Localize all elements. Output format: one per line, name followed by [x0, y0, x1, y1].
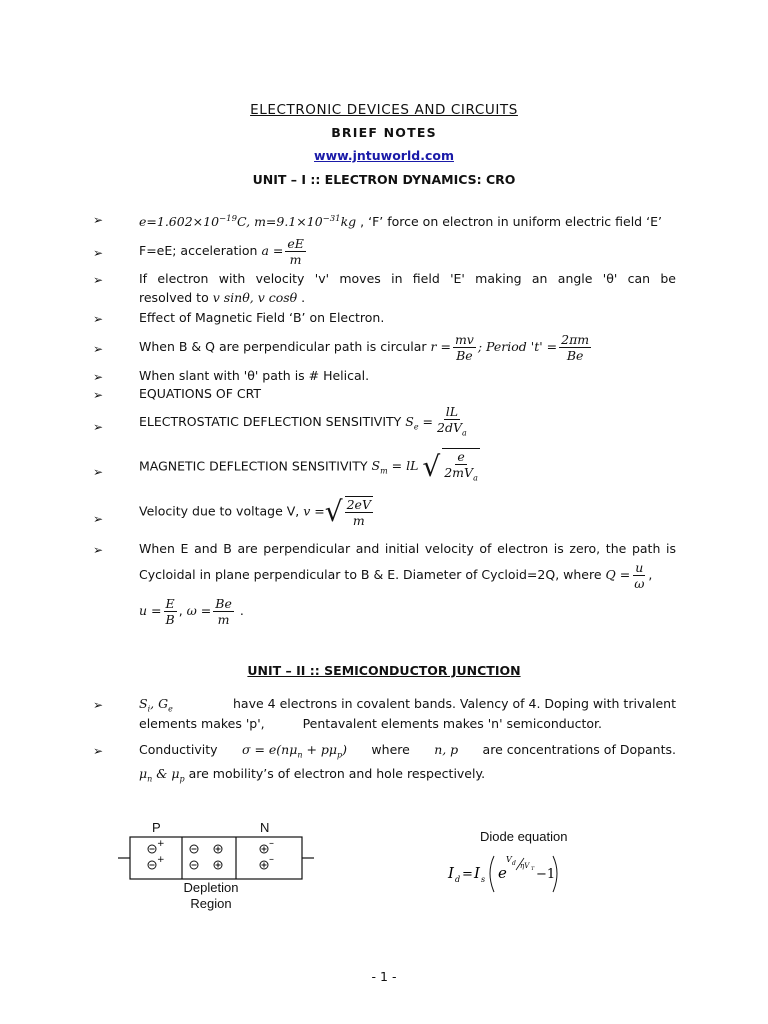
item-text: When B & Q are perpendicular path is circular	[139, 339, 427, 354]
bullet-arrow: ➢	[93, 465, 104, 479]
si-ge-symbols: $S_i$, $G_e$	[139, 696, 173, 714]
electrostatic-sensitivity-formula: $\frac{lL}{2dV_a}$	[437, 404, 467, 438]
item-text: Cycloidal in plane perpendicular to B & E. Diameter of Cycloid=2Q, where	[139, 567, 602, 582]
list-item: When E and B are perpendicular and initial velocity of electron is zero, the path is	[139, 541, 676, 556]
omega-formula: $\frac{Be}{m}$	[215, 596, 232, 627]
electron-constants-formula: e	[139, 214, 147, 230]
unit1-heading: UNIT – I :: ELECTRON DYNAMICS: CRO	[252, 172, 516, 187]
item-text: , ‘F’ force on electron in uniform electric field ‘E’	[360, 214, 662, 230]
period-formula: $\frac{2\pi m}{Be}$	[561, 332, 590, 363]
velocity-formula: $\frac{2eV}{m}$	[346, 497, 371, 528]
acceleration-formula: $\frac{eE}{m}$	[287, 236, 304, 267]
list-item-continuation	[139, 716, 676, 732]
item-text: Velocity due to voltage V,	[139, 503, 300, 519]
bullet-arrow: ➢	[93, 213, 104, 227]
document-subtitle: BRIEF NOTES	[331, 125, 437, 140]
list-item: ELECTROSTATIC DEFLECTION SENSITIVITY $S_e$ = $\frac{lL}{2dV_a}$	[139, 404, 676, 441]
svg-text:I: I	[448, 864, 454, 882]
svg-text:d: d	[512, 860, 516, 867]
list-item-continuation	[139, 766, 676, 788]
item-text: where	[371, 742, 410, 757]
svg-text:−1: −1	[536, 867, 556, 882]
list-item: Velocity due to voltage V, v =√ $\frac{2eV}{m}$	[139, 495, 371, 528]
bullet-arrow: ➢	[93, 744, 104, 758]
diode-equation-formula	[440, 848, 590, 898]
list-item-continuation: Cycloidal in plane perpendicular to B & E. Diameter of Cycloid=2Q, where Q = $\frac{u}{\omega}$ ,	[139, 560, 653, 591]
list-item: When slant with 'θ' path is # Helical.	[139, 368, 370, 383]
svg-text:s: s	[481, 875, 486, 884]
list-item: MAGNETIC DEFLECTION SENSITIVITY $S_m$ = lL √ $\frac{e}{2mV_a}$	[139, 448, 676, 486]
resolved-components-formula: v sinθ, v cosθ	[212, 290, 298, 305]
list-item-continuation: resolved to v sinθ, v cosθ .	[139, 290, 306, 305]
bullet-arrow: ➢	[93, 698, 104, 712]
bullet-arrow: ➢	[93, 388, 104, 402]
svg-text:d: d	[455, 875, 461, 884]
bullet-arrow: ➢	[93, 370, 104, 384]
item-text: have 4 electrons in covalent bands. Valency of 4. Doping with trivalent	[233, 696, 676, 711]
mobility-symbols: $\mu_n$ & $\mu_p$	[139, 766, 185, 784]
bullet-arrow: ➢	[93, 420, 104, 434]
item-text: Pentavalent elements makes 'n' semiconductor.	[302, 716, 603, 731]
svg-text:–: –	[269, 854, 274, 865]
list-item: EQUATIONS OF CRT	[139, 386, 262, 401]
depletion-region-label	[170, 880, 252, 912]
bullet-arrow: ➢	[93, 246, 104, 260]
bullet-arrow: ➢	[93, 342, 104, 356]
bullet-arrow: ➢	[93, 512, 104, 526]
n-p-symbols: n, p	[434, 742, 459, 757]
bullet-arrow: ➢	[93, 312, 104, 326]
list-item: When B & Q are perpendicular path is circular r = $\frac{mv}{Be}$ ; Period 't' = $\frac{2\pi m}{Be}$	[139, 332, 590, 363]
website-link[interactable]: www.jntuworld.com	[314, 148, 454, 163]
depletion-label-line1: Depletion	[183, 880, 239, 895]
svg-text:+: +	[157, 839, 165, 849]
depletion-label-line2: Region	[190, 896, 232, 911]
item-text: resolved to	[139, 290, 209, 305]
unit2-heading: UNIT – II :: SEMICONDUCTOR JUNCTION	[247, 663, 521, 678]
diode-equation-label: Diode equation	[480, 829, 568, 844]
conductivity-formula: $\sigma = e(n\mu_n + p\mu_p)$	[241, 742, 348, 760]
svg-text:V: V	[506, 855, 512, 864]
item-text: elements makes 'p',	[139, 716, 265, 731]
item-text: MAGNETIC DEFLECTION SENSITIVITY	[139, 458, 368, 474]
bullet-arrow: ➢	[93, 543, 104, 557]
list-item: If electron with velocity 'v' moves in field 'E' making an angle 'θ' can be	[139, 271, 676, 286]
list-item: Effect of Magnetic Field ‘B’ on Electron.	[139, 310, 385, 325]
magnetic-sensitivity-formula: $\frac{e}{2mV_a}$	[442, 448, 480, 486]
page-number: - 1 -	[371, 969, 397, 984]
item-text: ELECTROSTATIC DEFLECTION SENSITIVITY	[139, 413, 402, 429]
list-item: $e=1.602\times 10^{-19}C$, $m=9.1\times 10^{-31}kg$ , ‘F’ force on electron in uniform electric field ‘E’	[139, 214, 662, 230]
radius-formula: $\frac{mv}{Be}$	[454, 332, 474, 363]
item-text: are concentrations of Dopants.	[482, 742, 676, 757]
document-title: ELECTRONIC DEVICES AND CIRCUITS	[250, 102, 518, 118]
svg-text:e: e	[498, 864, 507, 882]
svg-text:=: =	[462, 867, 473, 882]
u-formula: $\frac{E}{B}$	[165, 596, 175, 627]
svg-text:ηV: ηV	[520, 862, 530, 870]
list-item-continuation: u = $\frac{E}{B}$ , ω = $\frac{Be}{m}$ .	[139, 596, 244, 627]
item-text: are mobility’s of electron and hole respectively.	[188, 766, 486, 781]
item-text: F=eE; acceleration	[139, 243, 258, 258]
svg-text:–: –	[269, 838, 274, 849]
bullet-arrow: ➢	[93, 273, 104, 287]
svg-text:+: +	[157, 855, 165, 865]
cycloid-q-formula: $\frac{u}{\omega}$	[634, 560, 645, 591]
n-region-label: N	[260, 820, 270, 835]
p-region-label: P	[152, 820, 161, 835]
list-item	[139, 742, 676, 764]
svg-text:T: T	[531, 866, 535, 872]
item-text: Conductivity	[139, 742, 218, 757]
list-item	[139, 696, 676, 718]
svg-text:I: I	[474, 864, 480, 882]
list-item: F=eE; acceleration a = $\frac{eE}{m}$	[139, 236, 304, 267]
